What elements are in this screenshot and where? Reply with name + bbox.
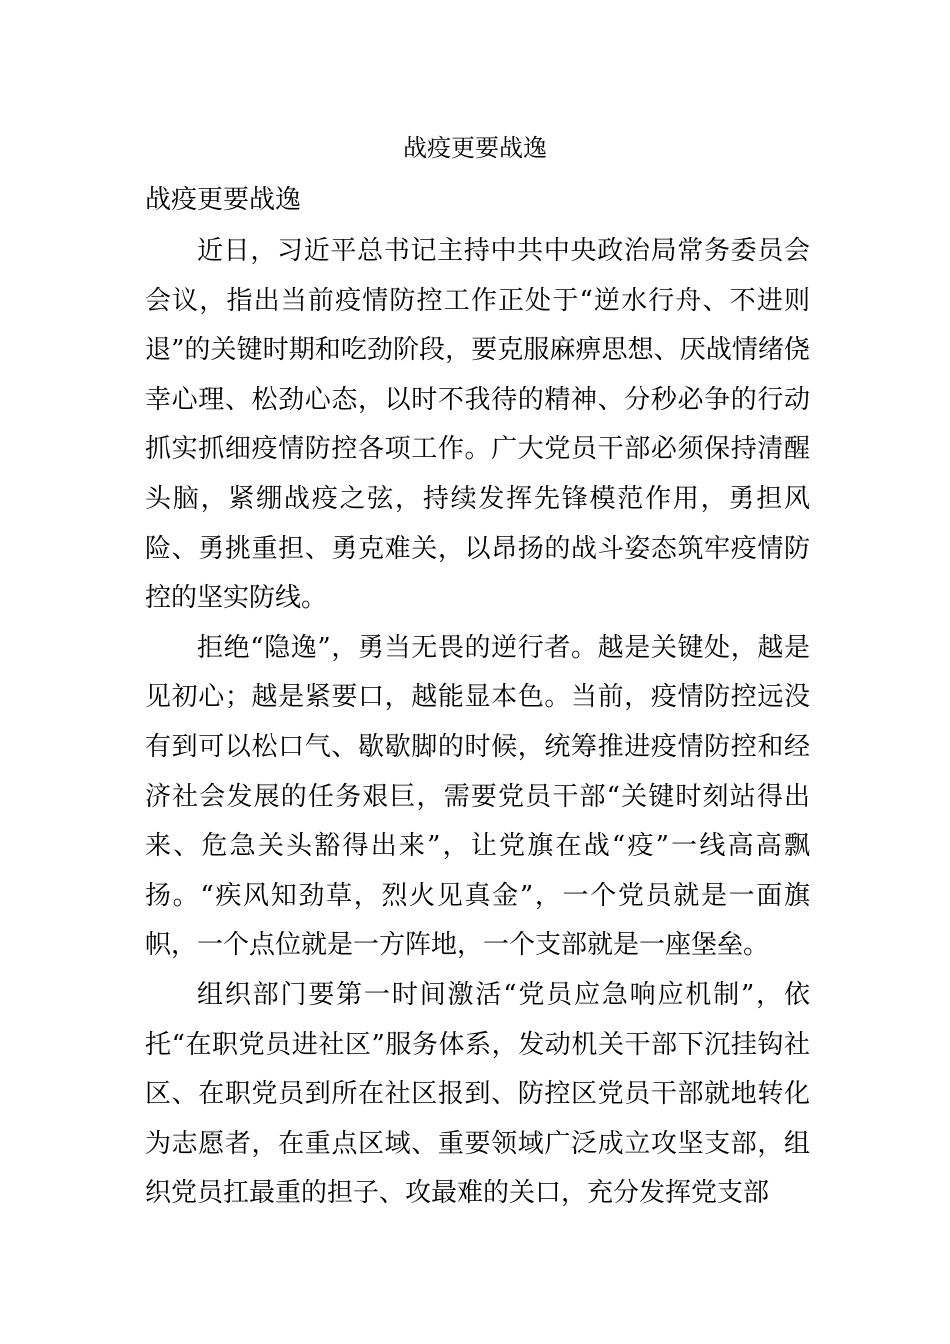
document-subtitle: 战疫更要战逸 <box>145 185 302 215</box>
paragraph-2: 拒绝“隐逸”，勇当无畏的逆行者。越是关键处，越是见初心；越是紧要口，越能显本色。当前，疫情防控远没有到可以松口气、歇歇脚的时候，统筹推进疫情防控和经济社会发展的任务艰巨，需要党员干部“关键时刻站得出来、危急关头豁得出来”，让党旗在战“疫”一线高高飘扬。“疾风知劲草，烈火见真金”，一个党员就是一面旗帜，一个点位就是一方阵地，一个支部就是一座堡垒。 <box>145 632 810 961</box>
paragraph-3: 组织部门要第一时间激活“党员应急响应机制”，依托“在职党员进社区”服务体系，发动机关干部下沉挂钩社区、在职党员到所在社区报到、防控区党员干部就地转化为志愿者，在重点区域、重要领域广泛成立攻坚支部，组织党员扛最重的担子、攻最难的关口，充分发挥党支部 <box>145 979 810 1209</box>
paragraph-1: 近日，习近平总书记主持中共中央政治局常务委员会会议，指出当前疫情防控工作正处于“逆水行舟、不进则退”的关键时期和吃劲阶段，要克服麻痹思想、厌战情绪侥幸心理、松劲心态，以时不我待的精神、分秒必争的行动抓实抓细疫情防控各项工作。广大党员干部必须保持清醒头脑，紧绷战疫之弦，持续发挥先锋模范作用，勇担风险、勇挑重担、勇克难关，以昂扬的战斗姿态筑牢疫情防控的坚实防线。 <box>145 236 810 614</box>
document-title: 战疫更要战逸 <box>403 134 547 162</box>
document-body <box>145 227 810 1219</box>
